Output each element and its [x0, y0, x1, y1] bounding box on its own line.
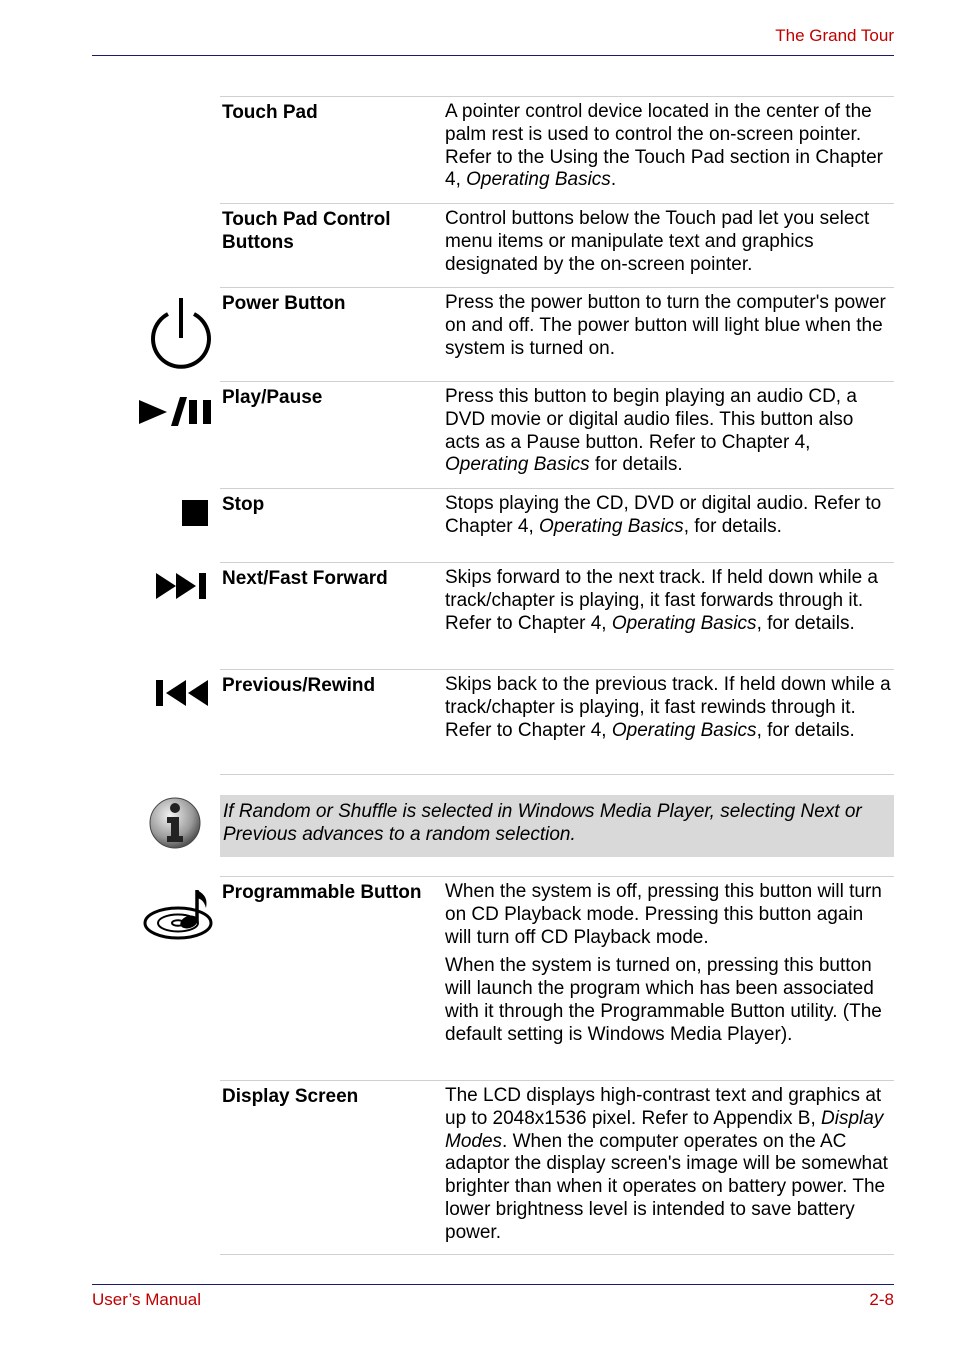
term-label: Touch Pad — [222, 102, 318, 123]
table-row-next-forward — [220, 562, 894, 670]
previous-track-icon — [154, 677, 212, 709]
header-rule — [92, 55, 894, 56]
term-description: Stops playing the CD, DVD or digital audio. Refer to Chapter 4, Operating Basics, for details. — [445, 493, 882, 537]
term-label: Power Button — [222, 293, 346, 314]
table-row-display-screen — [220, 1080, 894, 1255]
table-row-previous-rewind — [220, 669, 894, 775]
term-description: The LCD displays high-contrast text and graphics at up to 2048x1536 pixel. Refer to Appendix B, Display Modes. When the computer operates on the AC adaptor the display screen's image will be somewhat brighter than when it operates on battery power. The lower brightness level is intended to save battery power. — [445, 1085, 888, 1243]
running-header-title: The Grand Tour — [775, 26, 894, 45]
term-description: A pointer control device located in the center of the palm rest is used to control the on-screen pointer. Refer to the Using the Touch Pad section in Chapter 4, Operating Basics. — [445, 101, 883, 191]
table-row-power-button — [220, 287, 894, 382]
term-description: Press this button to begin playing an audio CD, a DVD movie or digital audio files. This button also acts as a Pause button. Refer to Chapter 4, Operating Basics for details. — [445, 386, 857, 476]
term-label: Next/Fast Forward — [222, 568, 388, 589]
term-label: Play/Pause — [222, 387, 323, 408]
term-label: Previous/Rewind — [222, 675, 376, 696]
term-description — [445, 881, 891, 1053]
note-box — [220, 795, 894, 857]
term-description: Skips back to the previous track. If held down while a track/chapter is playing, it fast rewinds through it. Refer to Chapter 4, Operating Basics, for details. — [445, 674, 891, 741]
term-description: Press the power button to turn the computer's power on and off. The power button will light blue when the system is turned on. — [445, 292, 886, 359]
cd-music-icon — [142, 884, 216, 944]
table-row-play-pause — [220, 381, 894, 489]
table-rule — [220, 774, 894, 775]
description-paragraph: When the system is off, pressing this button will turn on CD Playback mode. Pressing this button again will turn off CD Playback mode. — [445, 881, 882, 948]
next-track-icon — [154, 570, 212, 602]
note-text: If Random or Shuffle is selected in Windows Media Player, selecting Next or Previous advances to a random selection. — [223, 801, 862, 845]
stop-icon — [180, 498, 210, 528]
table-row-programmable-button — [220, 876, 894, 1081]
play-pause-icon — [137, 394, 215, 428]
table-rule — [220, 1254, 894, 1255]
term-label: Programmable Button — [222, 882, 422, 903]
term-description: Skips forward to the next track. If held down while a track/chapter is playing, it fast forwards through it. Refer to Chapter 4, Operating Basics, for details. — [445, 567, 878, 634]
description-paragraph: When the system is turned on, pressing this button will launch the program which has been associated with it through the Programmable Button utility. (The default setting is Windows Media Player). — [445, 955, 882, 1045]
power-icon — [148, 294, 214, 370]
footer-rule — [92, 1284, 894, 1285]
table-row-stop — [220, 488, 894, 563]
table-row-touch-pad — [220, 96, 894, 204]
term-label: Stop — [222, 494, 265, 515]
info-icon — [148, 796, 202, 850]
page-number: 2-8 — [869, 1290, 894, 1309]
term-label: Display Screen — [222, 1086, 359, 1107]
footer-manual-title: User’s Manual — [92, 1290, 201, 1309]
table-row-touch-pad-buttons — [220, 203, 894, 288]
term-label: Touch Pad Control Buttons — [222, 209, 391, 253]
term-description: Control buttons below the Touch pad let you select menu items or manipulate text and graphics designated by the on-screen pointer. — [445, 208, 870, 275]
